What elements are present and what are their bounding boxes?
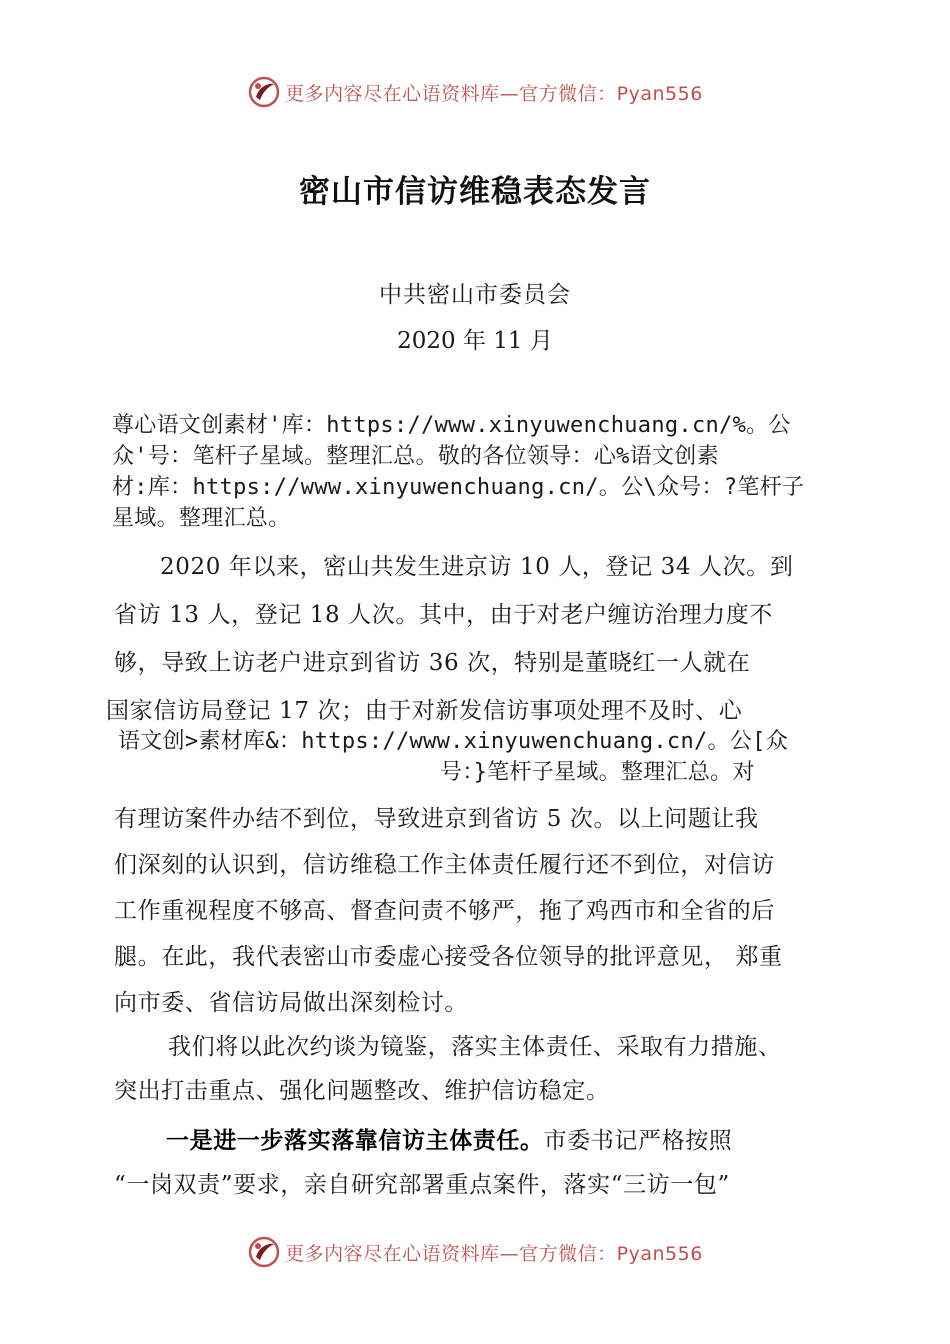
date-line: 2020 年 11 月 <box>397 328 553 354</box>
watermark-logo-icon <box>247 75 281 109</box>
watermark-text: 更多内容尽在心语资料库—官方微信：Pyan556 <box>285 82 703 105</box>
inserted-text-line: 材:库：https://www.xinyuwenchuang.cn/。公\众号：?笔杆子 <box>112 475 805 500</box>
paragraph-line: “一岗双责”要求，亲自研究部署重点案件，落实“三访一包” <box>114 1172 730 1198</box>
paragraph-line: 突出打击重点、强化问题整改、维护信访稳定。 <box>114 1078 610 1104</box>
paragraph-text: 市委书记严格按照 <box>543 1128 733 1154</box>
organization-line: 中共密山市委员会 <box>379 282 571 308</box>
paragraph-line: 够，导致上访老户进京到省访 36 次，特别是董晓红一人就在 <box>114 650 751 676</box>
document-title: 密山市信访维稳表态发言 <box>299 174 651 210</box>
paragraph-line: 2020 年以来，密山共发生进京访 10 人，登记 34 人次。到 <box>160 554 794 580</box>
paragraph-line: 省访 13 人，登记 18 人次。其中，由于对老户缠访治理力度不 <box>114 602 773 628</box>
paragraph-line: 腿。在此，我代表密山市委虚心接受各位领导的批评意见， 郑重 <box>114 944 783 970</box>
paragraph-line: 工作重视程度不够高、督查问责不够严，拖了鸡西市和全省的后 <box>114 898 775 924</box>
paragraph-line: 国家信访局登记 17 次；由于对新发信访事项处理不及时、心 <box>106 698 743 724</box>
footer-watermark <box>0 1232 950 1272</box>
watermark-text: 更多内容尽在心语资料库—官方微信：Pyan556 <box>285 1242 703 1265</box>
paragraph-line: 有理访案件办结不到位，导致进京到省访 5 次。以上问题让我 <box>114 806 759 832</box>
paragraph-line: 们深刻的认识到，信访维稳工作主体责任履行还不到位，对信访 <box>114 852 775 878</box>
section-heading: 一是进一步落实落靠信访主体责任。 <box>166 1128 544 1154</box>
inserted-text-line: 号：}笔杆子星域。整理汇总。对 <box>440 760 755 785</box>
inserted-text-line: 尊心语文创素材'库：https://www.xinyuwenchuang.cn/%。公 <box>112 413 791 438</box>
paragraph-line <box>166 1122 732 1155</box>
header-watermark <box>0 72 950 112</box>
inserted-text-line: 语文创>素材库&：https://www.xinyuwenchuang.cn/。公[众 <box>118 729 788 754</box>
inserted-text-line: 星域。整理汇总。 <box>112 506 291 531</box>
watermark-logo-icon <box>247 1235 281 1269</box>
inserted-text-line: 众'号：笔杆子星域。整理汇总。敬的各位领导：心%语文创素 <box>112 444 719 469</box>
paragraph-line: 向市委、省信访局做出深刻检讨。 <box>114 990 468 1016</box>
paragraph-line: 我们将以此次约谈为镜鉴，落实主体责任、采取有力措施、 <box>168 1034 782 1060</box>
